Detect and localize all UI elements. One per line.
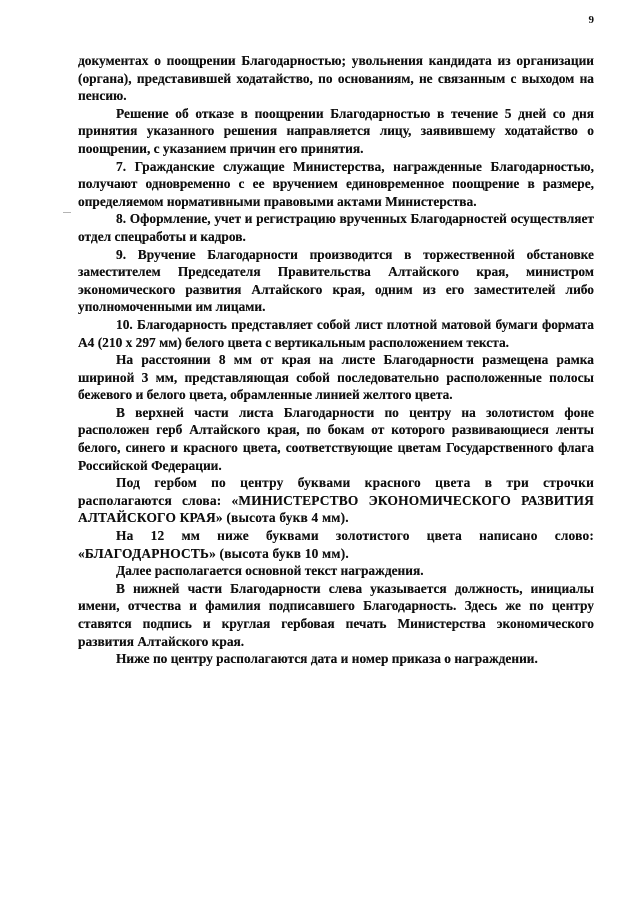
paragraph-frame-description: На расстоянии 8 мм от края на листе Благодарности размещена рамка шириной 3 мм, представляющая собой последовательно расположенные полосы бежевого и белого цвета, обрамленные линией желтого цвета. xyxy=(78,352,594,403)
paragraph-gratitude-title: На 12 мм ниже буквами золотистого цвета написано слово: «БЛАГОДАРНОСТЬ» (высота букв 10 мм). xyxy=(78,528,594,561)
paragraph-9-presentation: 9. Вручение Благодарности производится в торжественной обстановке заместителем Председателя Правительства Алтайского края, министром экономического развития Алтайского края, одним из его заместителей либо уполномоченными им лицами. xyxy=(78,246,594,315)
paragraph-main-text: Далее располагается основной текст награждения. xyxy=(116,563,424,579)
paragraph-refusal-notice: Решение об отказе в поощрении Благодарностью в течение 5 дней со дня принятия указанного решения направляется лицу, заявившему ходатайство о поощрении, с указанием причин его принятия. xyxy=(78,105,594,156)
paragraph-ministry-title: Под гербом по центру буквами красного цвета в три строчки располагаются слова: «МИНИСТЕРСТВО ЭКОНОМИЧЕСКОГО РАЗВИТИЯ АЛТАЙСКОГО КРАЯ» (высота букв 4 мм). xyxy=(78,475,594,526)
document-body xyxy=(78,52,594,668)
page-number: 9 xyxy=(588,14,594,26)
paragraph-10-format: 10. Благодарность представляет собой лист плотной матовой бумаги формата А4 (210 х 297 мм) белого цвета с вертикальным расположением текста. xyxy=(78,316,594,350)
paragraph-signature-seal: В нижней части Благодарности слева указывается должность, инициалы имени, отчества и фамилия подписавшего Благодарность. Здесь же по центру ставятся подпись и круглая гербовая печать Министерства экономического развития Алтайского края. xyxy=(78,580,594,649)
paragraph-7-incentive: 7. Гражданские служащие Министерства, награжденные Благодарностью, получают одновременно с ее вручением единовременное поощрение в размере, определяемом нормативными правовыми актами Министерства. xyxy=(78,158,594,209)
paragraph-coat-of-arms: В верхней части листа Благодарности по центру на золотистом фоне расположен герб Алтайского края, по бокам от которого развивающиеся ленты белого, синего и красного цвета, соответствующие цветам Государственного флага Российской Федерации. xyxy=(78,404,594,473)
margin-mark xyxy=(63,212,71,213)
paragraph-8-registration: 8. Оформление, учет и регистрацию врученных Благодарностей осуществляет отдел спецработы и кадров. xyxy=(78,211,594,244)
paragraph-date-order: Ниже по центру располагаются дата и номер приказа о награждении. xyxy=(116,651,538,667)
paragraph-continuation: документах о поощрении Благодарностью; увольнения кандидата из организации (органа), представившей ходатайство, по основаниям, не связанным с выходом на пенсию. xyxy=(78,53,594,104)
